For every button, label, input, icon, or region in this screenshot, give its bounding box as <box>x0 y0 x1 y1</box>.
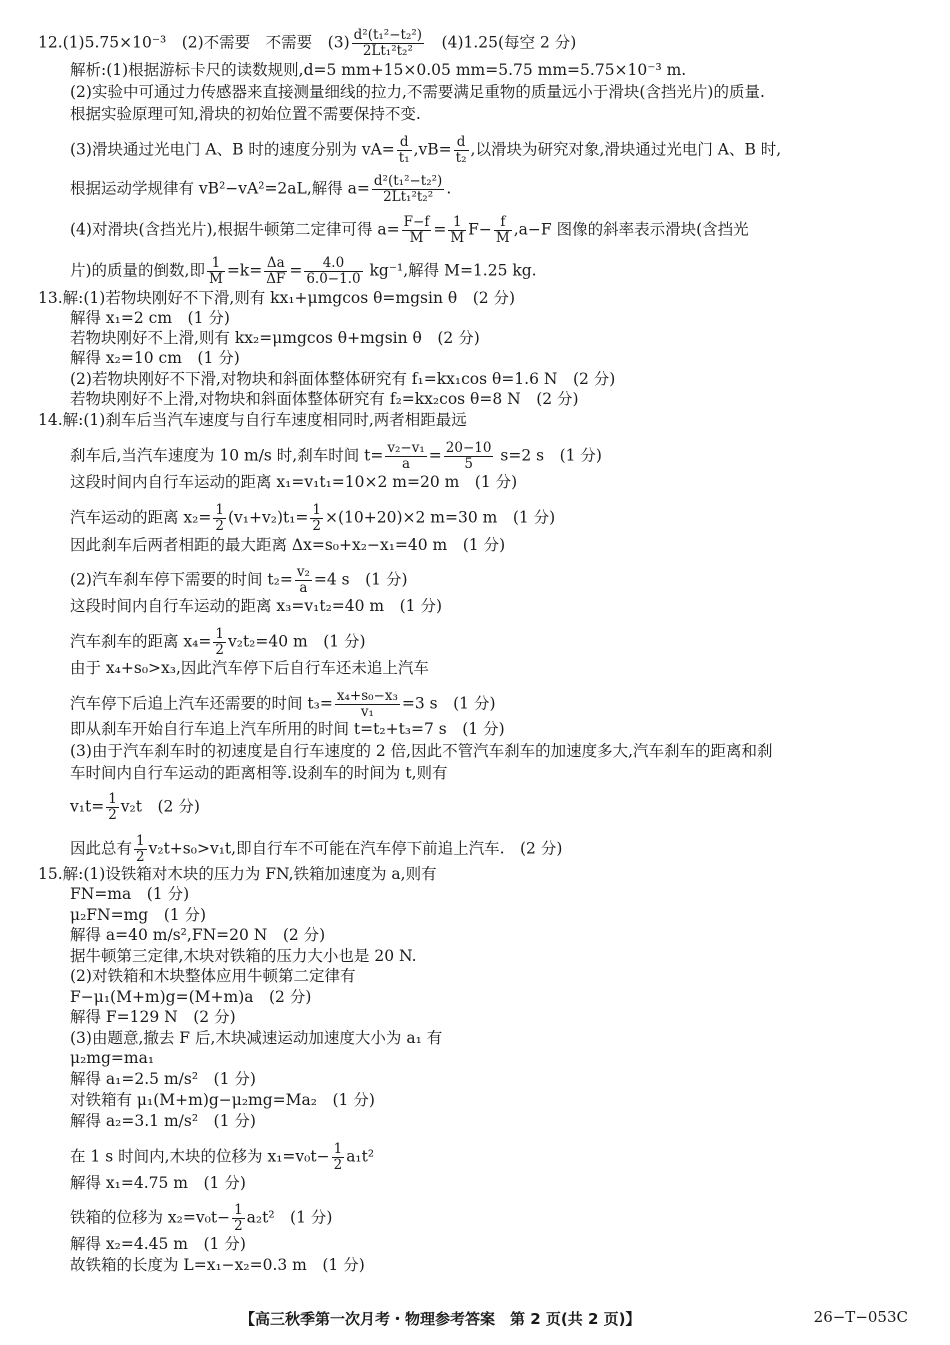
q14-line-4: 汽车运动的距离 x₂= $\frac{1}{2}$ (v₁+v₂)t₁= $\frac{1}{2}$ ×(10+20)×2 m=30 m (1 分) <box>70 502 556 534</box>
q15-line-11: 解得 a₁=2.5 m/s² (1 分) <box>70 1070 256 1088</box>
q14-line-9: 由于 x₄+s₀>x₃,因此汽车停下后自行车还未追上汽车 <box>70 659 429 677</box>
q14-line-5: 因此刹车后两者相距的最大距离 Δx=s₀+x₂−x₁=40 m (1 分) <box>70 536 506 554</box>
q14-line-12: (3)由于汽车刹车时的初速度是自行车速度的 2 倍,因此不管汽车刹车的加速度多大,汽车刹车的距离和刹 <box>70 742 773 760</box>
q12-line-6: 根据运动学规律有 vB²−vA²=2aL,解得 a= $\frac{\text{d²(t₁²−t₂²)}}{\text{2Lt₁²t₂²}}$ . <box>70 173 452 205</box>
q15-line-18: 故铁箱的长度为 L=x₁−x₂=0.3 m (1 分) <box>70 1256 365 1274</box>
fraction: $\frac{\text{v₂−v₁}}{a}$ <box>387 440 425 472</box>
footer-code: 26−T−053C <box>813 1308 908 1326</box>
q15-line-6: (2)对铁箱和木块整体应用牛顿第二定律有 <box>70 967 356 985</box>
fraction: $\frac{1}{M}$ <box>208 255 223 287</box>
q14-line-3: 这段时间内自行车运动的距离 x₁=v₁t₁=10×2 m=20 m (1 分) <box>70 473 518 491</box>
q14-line-11: 即从刹车开始自行车追上汽车所用的时间 t=t₂+t₃=7 s (1 分) <box>70 720 505 738</box>
q15-line-17: 解得 x₂=4.45 m (1 分) <box>70 1235 246 1253</box>
fraction: $\frac{\Delta a}{\Delta F}$ <box>266 255 286 287</box>
q14-line-6: (2)汽车刹车停下需要的时间 t₂= $\frac{\text{v₂}}{a}$ =4 s (1 分) <box>70 564 408 596</box>
q12-line-8: 片)的质量的倒数,即 $\frac{1}{M}$ =k= $\frac{\Delta a}{\Delta F}$ = $\frac{4.0}{6.0-1.0}$ kg⁻¹,解得 M=1.25 kg. <box>70 255 537 287</box>
fraction: $\frac{20-10}{5}$ <box>445 440 492 472</box>
q14-line-1: 14.解:(1)刹车后当汽车速度与自行车速度相同时,两者相距最远 <box>38 411 467 429</box>
q13-line-6: 若物块刚好不上滑,对物块和斜面体整体研究有 f₂=kx₂cos θ=8 N (2 分) <box>70 390 579 408</box>
q15-line-10: μ₂mg=ma₁ <box>70 1049 155 1067</box>
fraction: $\frac{\text{x₄+s₀−x₃}}{\text{v₁}}$ <box>336 688 398 720</box>
q13-line-5: (2)若物块刚好不下滑,对物块和斜面体整体研究有 f₁=kx₁cos θ=1.6 N (2 分) <box>70 370 616 388</box>
fraction: $\frac{d}{\text{t₂}}$ <box>455 134 467 166</box>
q15-line-8: 解得 F=129 N (2 分) <box>70 1008 236 1026</box>
q14-line-8: 汽车刹车的距离 x₄= $\frac{1}{2}$ v₂t₂=40 m (1 分) <box>70 626 366 658</box>
q15-line-2: FN=ma (1 分) <box>70 885 190 903</box>
q14-line-2: 刹车后,当汽车速度为 10 m/s 时,刹车时间 t= $\frac{\text{v₂−v₁}}{a}$ = $\frac{20-10}{5}$ s=2 s (1 分) <box>70 440 602 472</box>
q15-line-9: (3)由题意,撤去 F 后,木块减速运动加速度大小为 a₁ 有 <box>70 1029 443 1047</box>
q15-line-1: 15.解:(1)设铁箱对木块的压力为 FN,铁箱加速度为 a,则有 <box>38 865 437 883</box>
fraction: $\frac{1}{2}$ <box>333 1141 343 1173</box>
q14-line-15: 因此总有 $\frac{1}{2}$ v₂t+s₀>v₁t,即自行车不可能在汽车停下前追上汽车. (2 分) <box>70 833 563 865</box>
q13-line-1: 13.解:(1)若物块刚好不下滑,则有 kx₁+μmgcos θ=mgsin θ (2 分) <box>38 289 516 307</box>
q13-line-2: 解得 x₁=2 cm (1 分) <box>70 309 230 327</box>
fraction: $\frac{1}{M}$ <box>450 214 465 246</box>
q12-line-4: 根据实验原理可知,滑块的初始位置不需要保持不变. <box>70 105 421 123</box>
fraction: $\frac{\text{d²(t₁²−t₂²)}}{\text{2Lt₁²t₂²}}$ <box>373 173 443 205</box>
fraction: $\frac{1}{2}$ <box>215 502 224 534</box>
q12-line-7: (4)对滑块(含挡光片),根据牛顿第二定律可得 a= $\frac{F-f}{M}$ = $\frac{1}{M}$ F− $\frac{f}{M}$ ,a−F 图像的斜率表示滑块(含挡光 <box>70 214 749 246</box>
fraction: $\frac{\text{v₂}}{a}$ <box>296 564 310 596</box>
q14-line-13: 车时间内自行车运动的距离相等.设刹车的时间为 t,则有 <box>70 764 448 782</box>
q15-line-5: 据牛顿第三定律,木块对铁箱的压力大小也是 20 N. <box>70 947 417 965</box>
footer-title: 【高三秋季第一次月考・物理参考答案 第 2 页(共 2 页)】 <box>240 1310 641 1328</box>
fraction: $\frac{1}{2}$ <box>136 833 145 865</box>
q12-line-5: (3)滑块通过光电门 A、B 时的速度分别为 vA= $\frac{d}{\text{t₁}}$ ,vB= $\frac{d}{\text{t₂}}$ ,以滑块为研究对象,滑块通过光电门 A、B 时, <box>70 134 782 166</box>
q14-line-10: 汽车停下后追上汽车还需要的时间 t₃= $\frac{\text{x₄+s₀−x₃}}{\text{v₁}}$ =3 s (1 分) <box>70 688 496 720</box>
fraction: $\frac{d}{\text{t₁}}$ <box>398 134 410 166</box>
q13-line-3: 若物块刚好不上滑,则有 kx₂=μmgcos θ+mgsin θ (2 分) <box>70 329 480 347</box>
q15-line-15: 解得 x₁=4.75 m (1 分) <box>70 1174 246 1192</box>
fraction: $\frac{F-f}{M}$ <box>403 214 430 246</box>
q15-line-16: 铁箱的位移为 x₂=v₀t− $\frac{1}{2}$ a₂t² (1 分) <box>70 1202 333 1234</box>
q12-line-3: (2)实验中可通过力传感器来直接测量细线的拉力,不需要满足重物的质量远小于滑块(含挡光片)的质量. <box>70 83 765 101</box>
page-footer <box>0 1308 950 1330</box>
q15-line-7: F−μ₁(M+m)g=(M+m)a (2 分) <box>70 988 312 1006</box>
fraction: $\frac{1}{2}$ <box>215 626 224 658</box>
fraction: $\frac{1}{2}$ <box>234 1202 243 1234</box>
q15-line-3: μ₂FN=mg (1 分) <box>70 906 207 924</box>
fraction: $\frac{1}{2}$ <box>312 502 322 534</box>
q15-line-4: 解得 a=40 m/s²,FN=20 N (2 分) <box>70 926 326 944</box>
q14-line-7: 这段时间内自行车运动的距离 x₃=v₁t₂=40 m (1 分) <box>70 597 443 615</box>
q15-line-14: 在 1 s 时间内,木块的位移为 x₁=v₀t− $\frac{1}{2}$ a₁t² <box>70 1141 375 1173</box>
fraction: $\frac{1}{2}$ <box>108 791 117 823</box>
q13-line-4: 解得 x₂=10 cm (1 分) <box>70 349 240 367</box>
fraction: $\frac{4.0}{6.0-1.0}$ <box>306 255 361 287</box>
q15-line-12: 对铁箱有 μ₁(M+m)g−μ₂mg=Ma₂ (1 分) <box>70 1091 375 1109</box>
fraction: $\frac{f}{M}$ <box>495 214 510 246</box>
fraction: $\frac{\text{d²(t₁²−t₂²)}}{\text{2Lt₁²t₂²}}$ <box>353 27 423 59</box>
q12-line-2: 解析:(1)根据游标卡尺的读数规则,d=5 mm+15×0.05 mm=5.75 mm=5.75×10⁻³ m. <box>70 61 687 79</box>
q14-line-14: v₁t= $\frac{1}{2}$ v₂t (2 分) <box>70 791 200 823</box>
q12-line-1: 12.(1)5.75×10⁻³ (2)不需要 不需要 (3) $\frac{\text{d²(t₁²−t₂²)}}{\text{2Lt₁²t₂²}}$ (4)1.25(每空 2 分) <box>38 27 577 59</box>
q15-line-13: 解得 a₂=3.1 m/s² (1 分) <box>70 1112 256 1130</box>
